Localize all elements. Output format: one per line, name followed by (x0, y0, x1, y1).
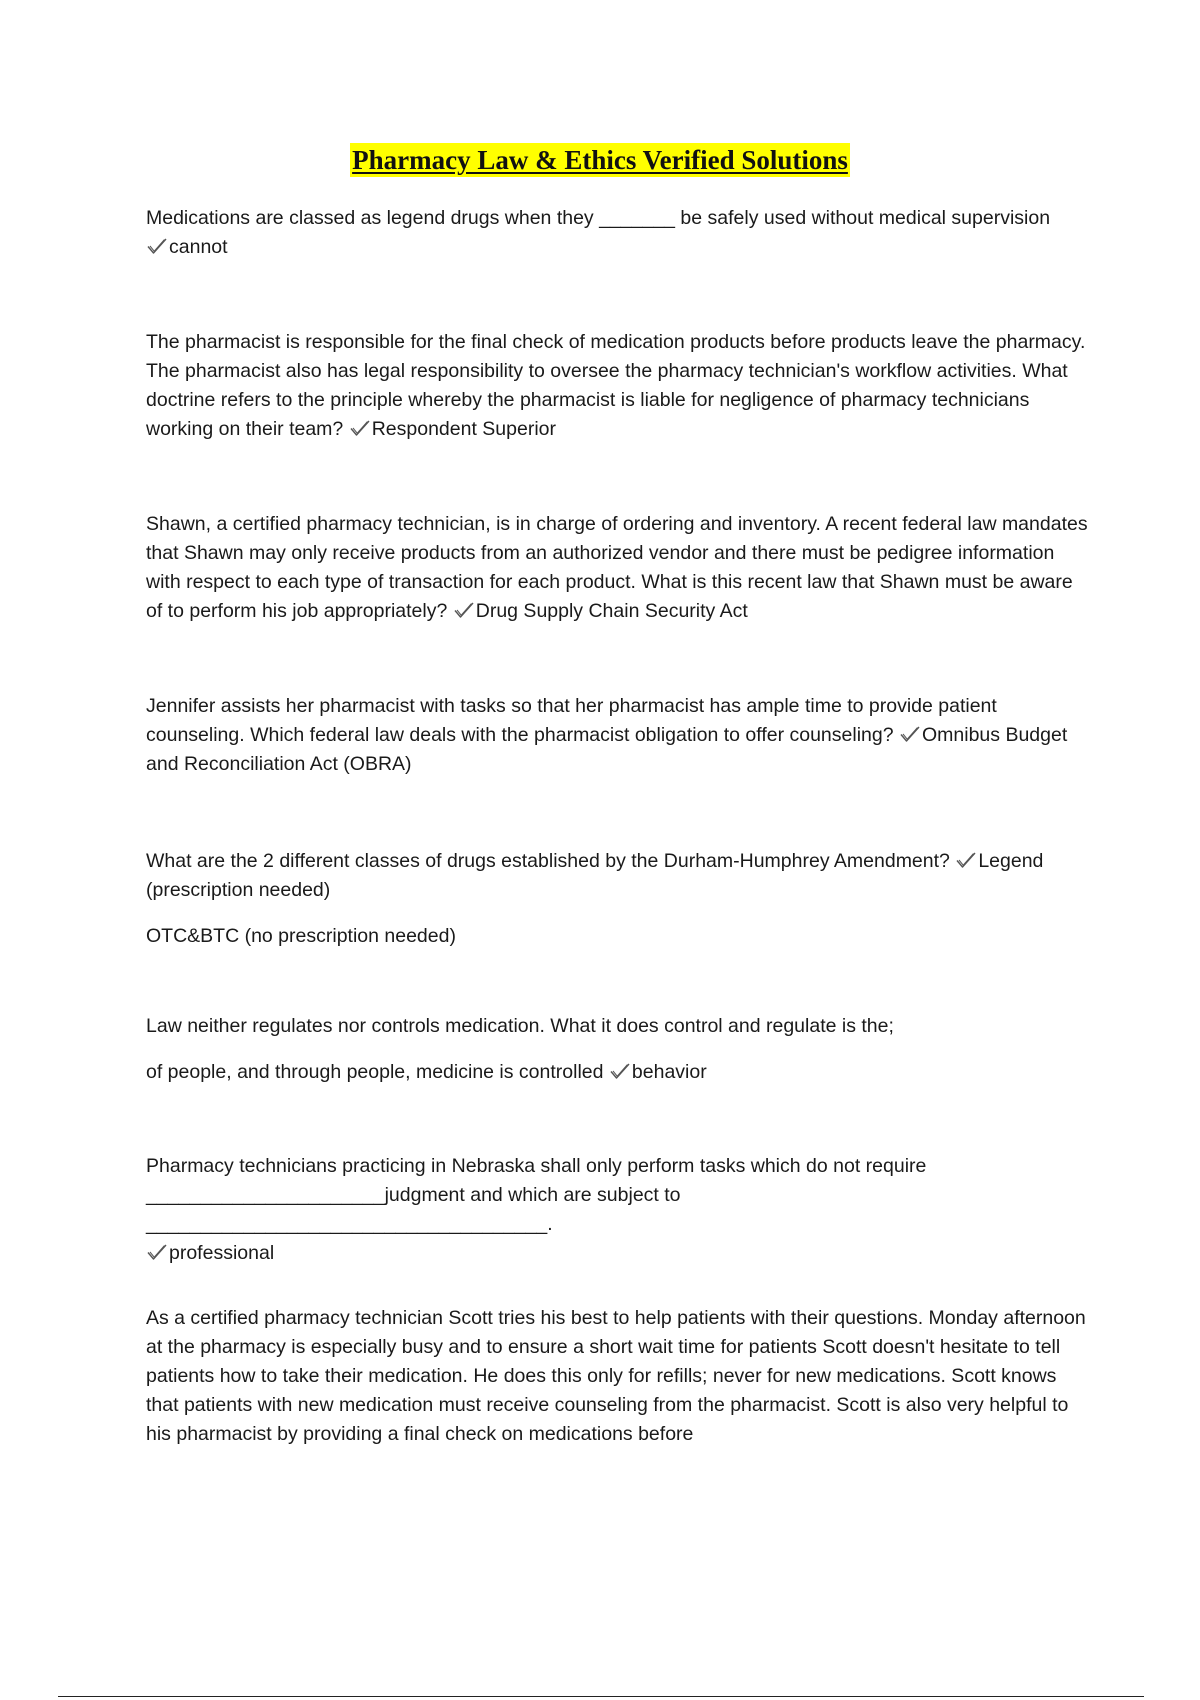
answer-text: professional (169, 1242, 275, 1264)
check-icon (146, 237, 168, 255)
answer-text: Respondent Superior (371, 418, 556, 440)
check-icon (609, 1062, 631, 1080)
question-text: Jennifer assists her pharmacist with tasks so that her pharmacist has ample time to provide patient counseling. Which federal law deals with the pharmacist obligation to offer counseling? (146, 695, 997, 746)
question-extra: of people, and through people, medicine is controlled (146, 1061, 604, 1083)
title-container (0, 143, 1200, 177)
answer-text: Legend (prescription needed) (146, 850, 1044, 901)
qa-item-6 (146, 1012, 1091, 1087)
answer-text: Drug Supply Chain Security Act (475, 600, 748, 622)
check-icon (955, 851, 977, 869)
page-title: Pharmacy Law & Ethics Verified Solutions (352, 145, 848, 175)
question-text: Medications are classed as legend drugs when they _______ be safely used without medical supervision (146, 207, 1051, 229)
answer-text: cannot (169, 236, 228, 258)
check-icon (349, 419, 371, 437)
qa-item-8 (146, 1304, 1091, 1449)
qa-item-2 (146, 328, 1091, 444)
qa-item-3 (146, 510, 1091, 626)
question-text: As a certified pharmacy technician Scott tries his best to help patients with their questions. Monday afternoon at the pharmacy is especially busy and to ensure a short wait time for patients Scott doesn't hesitate to tell patients how to take their medication. He does this only for refills; never for new medications. Scott knows that patients with new medication must receive counseling from the pharmacist. Scott is also very helpful to his pharmacist by providing a final check on medications before (146, 1307, 1086, 1445)
question-text: Law neither regulates nor controls medication. What it does control and regulate is the; (146, 1015, 894, 1037)
check-icon (453, 601, 475, 619)
check-icon (899, 725, 921, 743)
answer-text: behavior (631, 1061, 707, 1083)
question-text: Pharmacy technicians practicing in Nebraska shall only perform tasks which do not require ______________________judgment and which are subject to _____________________________________. (146, 1155, 927, 1235)
answer-text: Omnibus Budget and Reconciliation Act (OBRA) (146, 724, 1068, 775)
qa-item-4 (146, 692, 1091, 779)
answer-extra: OTC&BTC (no prescription needed) (146, 925, 456, 947)
page-bottom-rule (58, 1696, 1144, 1697)
question-text: What are the 2 different classes of drugs established by the Durham-Humphrey Amendment? (146, 850, 950, 872)
check-icon (146, 1243, 168, 1261)
qa-item-1 (146, 204, 1091, 262)
question-text: Shawn, a certified pharmacy technician, is in charge of ordering and inventory. A recent federal law mandates that Shawn may only receive products from an authorized vendor and there must be pedigree information with respect to each type of transaction for each product. What is this recent law that Shawn must be aware of to perform his job appropriately? (146, 513, 1088, 622)
question-text: The pharmacist is responsible for the final check of medication products before products leave the pharmacy. The pharmacist also has legal responsibility to oversee the pharmacy technician's workflow activities. What doctrine refers to the principle whereby the pharmacist is liable for negligence of pharmacy technicians working on their team? (146, 331, 1086, 440)
qa-item-5 (146, 847, 1091, 951)
qa-item-7 (146, 1152, 1091, 1268)
